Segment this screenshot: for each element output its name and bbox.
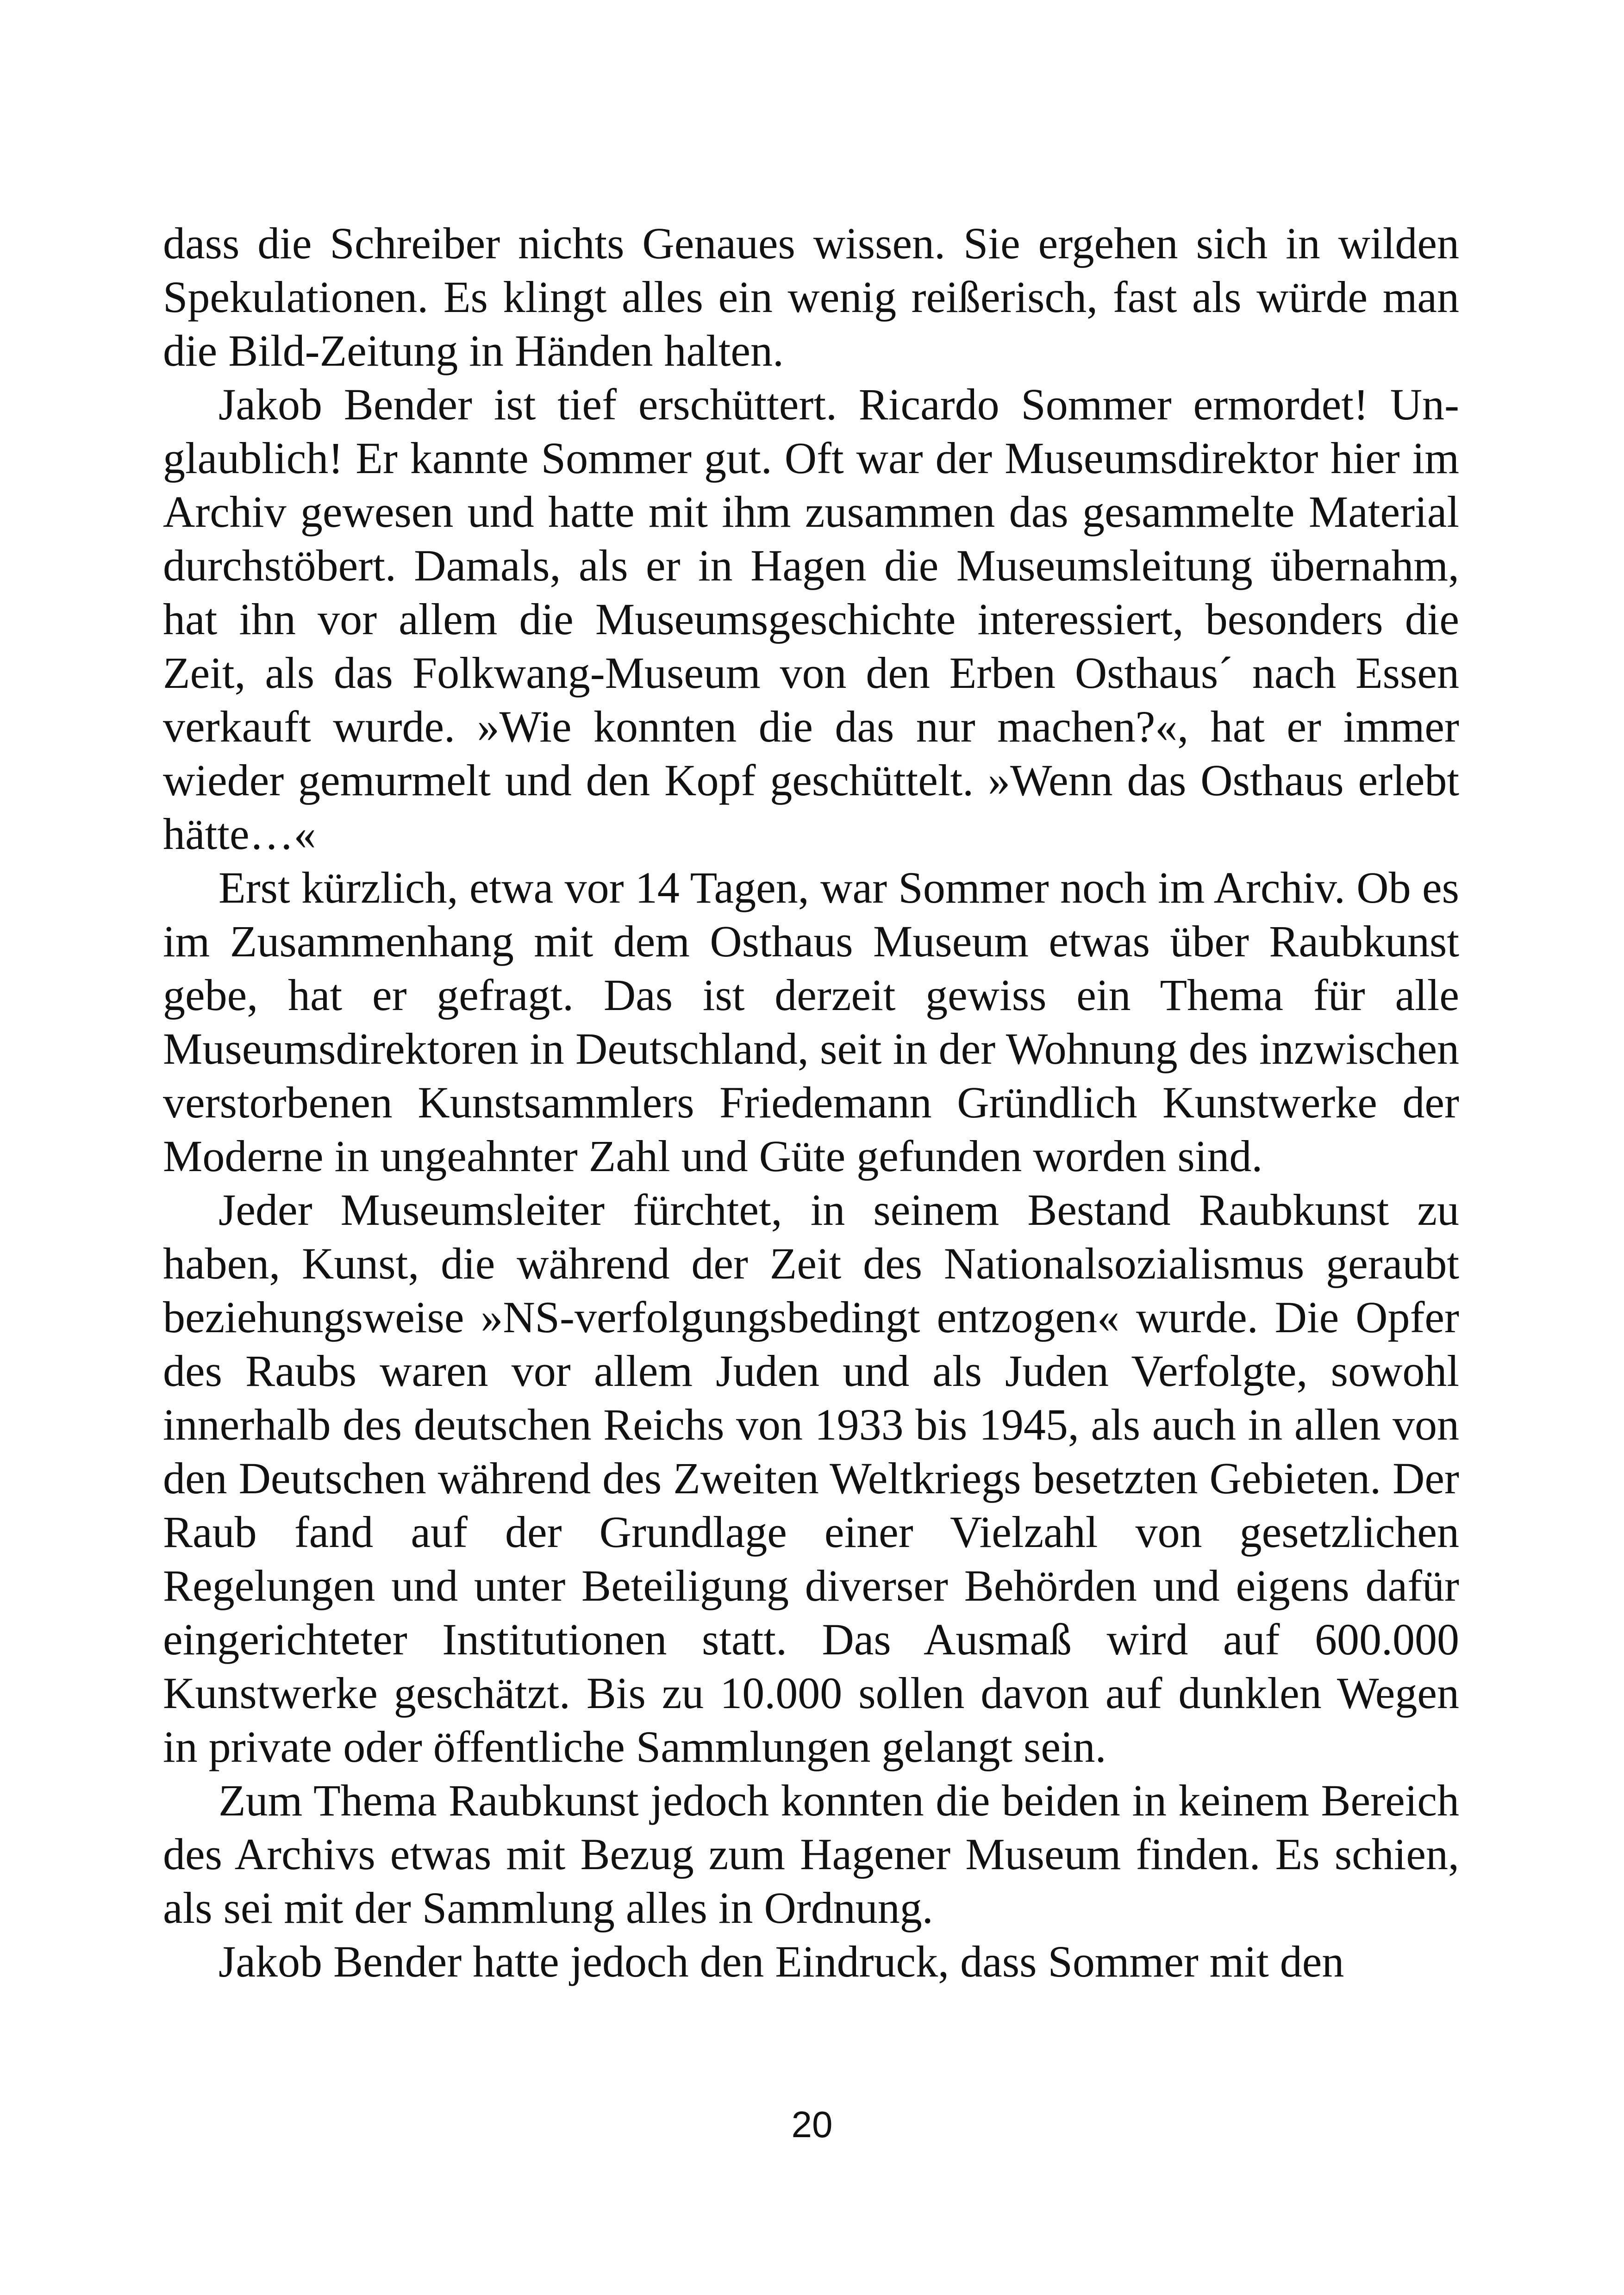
paragraph-6: Jakob Bender hatte jedoch den Eindruck, dass Sommer mit den [219, 1937, 1344, 1986]
paragraph-1: dass die Schreiber nichts Genaues wissen. Sie ergehen sich in wilden Spekulationen. Es klingt alles ein wenig reißerisch, fast als würde man die Bild-Zeitung in Händen halten. [163, 218, 1459, 375]
paragraph-2: Jakob Bender ist tief erschüttert. Ricardo Sommer ermordet! Unglaublich! Er kannte Sommer gut. Oft war der Museumsdirektor hier im Archiv gewesen und hatte mit ihm zusammen das gesammelte Material durchstöbert. Damals, als er in Hagen die Museumsleitung übernahm, hat ihn vor allem die Museumsgeschichte interessiert, besonders die Zeit, als das Folkwang-Museum von den Erben Osthaus´ nach Essen verkauft wurde. »Wie konnten die das nur machen?«, hat er immer wieder gemurmelt und den Kopf geschüttelt. »Wenn das Osthaus erlebt hätte…« [163, 380, 1459, 859]
body-text [163, 217, 1459, 1989]
paragraph-5: Zum Thema Raubkunst jedoch konnten die beiden in keinem Bereich des Archivs etwas mit Bezug zum Hagener Museum finden. Es schien, als sei mit der Sammlung alles in Ordnung. [163, 1776, 1459, 1933]
page-number: 20 [791, 2104, 833, 2145]
paragraph-3: Erst kürzlich, etwa vor 14 Tagen, war Sommer noch im Archiv. Ob es im Zusammenhang mit dem Osthaus Museum etwas über Raubkunst gebe, hat er gefragt. Das ist derzeit gewiss ein Thema für alle Museumsdirektoren in Deutschland, seit in der Wohnung des inzwischen verstorbenen Kunstsammlers Friedemann Gründlich Kunstwerke der Moderne in ungeahnter Zahl und Güte gefunden worden sind. [163, 863, 1459, 1181]
paragraph-4: Jeder Museumsleiter fürchtet, in seinem Bestand Raubkunst zu haben, Kunst, die während der Zeit des Nationalsozialismus geraubt beziehungsweise »NS-verfolgungsbedingt entzogen« wurde. Die Opfer des Raubs waren vor allem Juden und als Juden Verfolgte, sowohl innerhalb des deutschen Reichs von 1933 bis 1945, als auch in allen von den Deutschen während des Zweiten Weltkriegs besetzten Gebieten. Der Raub fand auf der Grundlage einer Vielzahl von gesetzlichen Regelungen und unter Beteiligung diverser Behörden und eigens dafür eingerichteter Institutionen statt. Das Ausmaß wird auf 600.000 Kunstwerke geschätzt. Bis zu 10.000 sollen davon auf dunklen Wegen in private oder öffentliche Sammlungen gelangt sein. [163, 1185, 1459, 1771]
